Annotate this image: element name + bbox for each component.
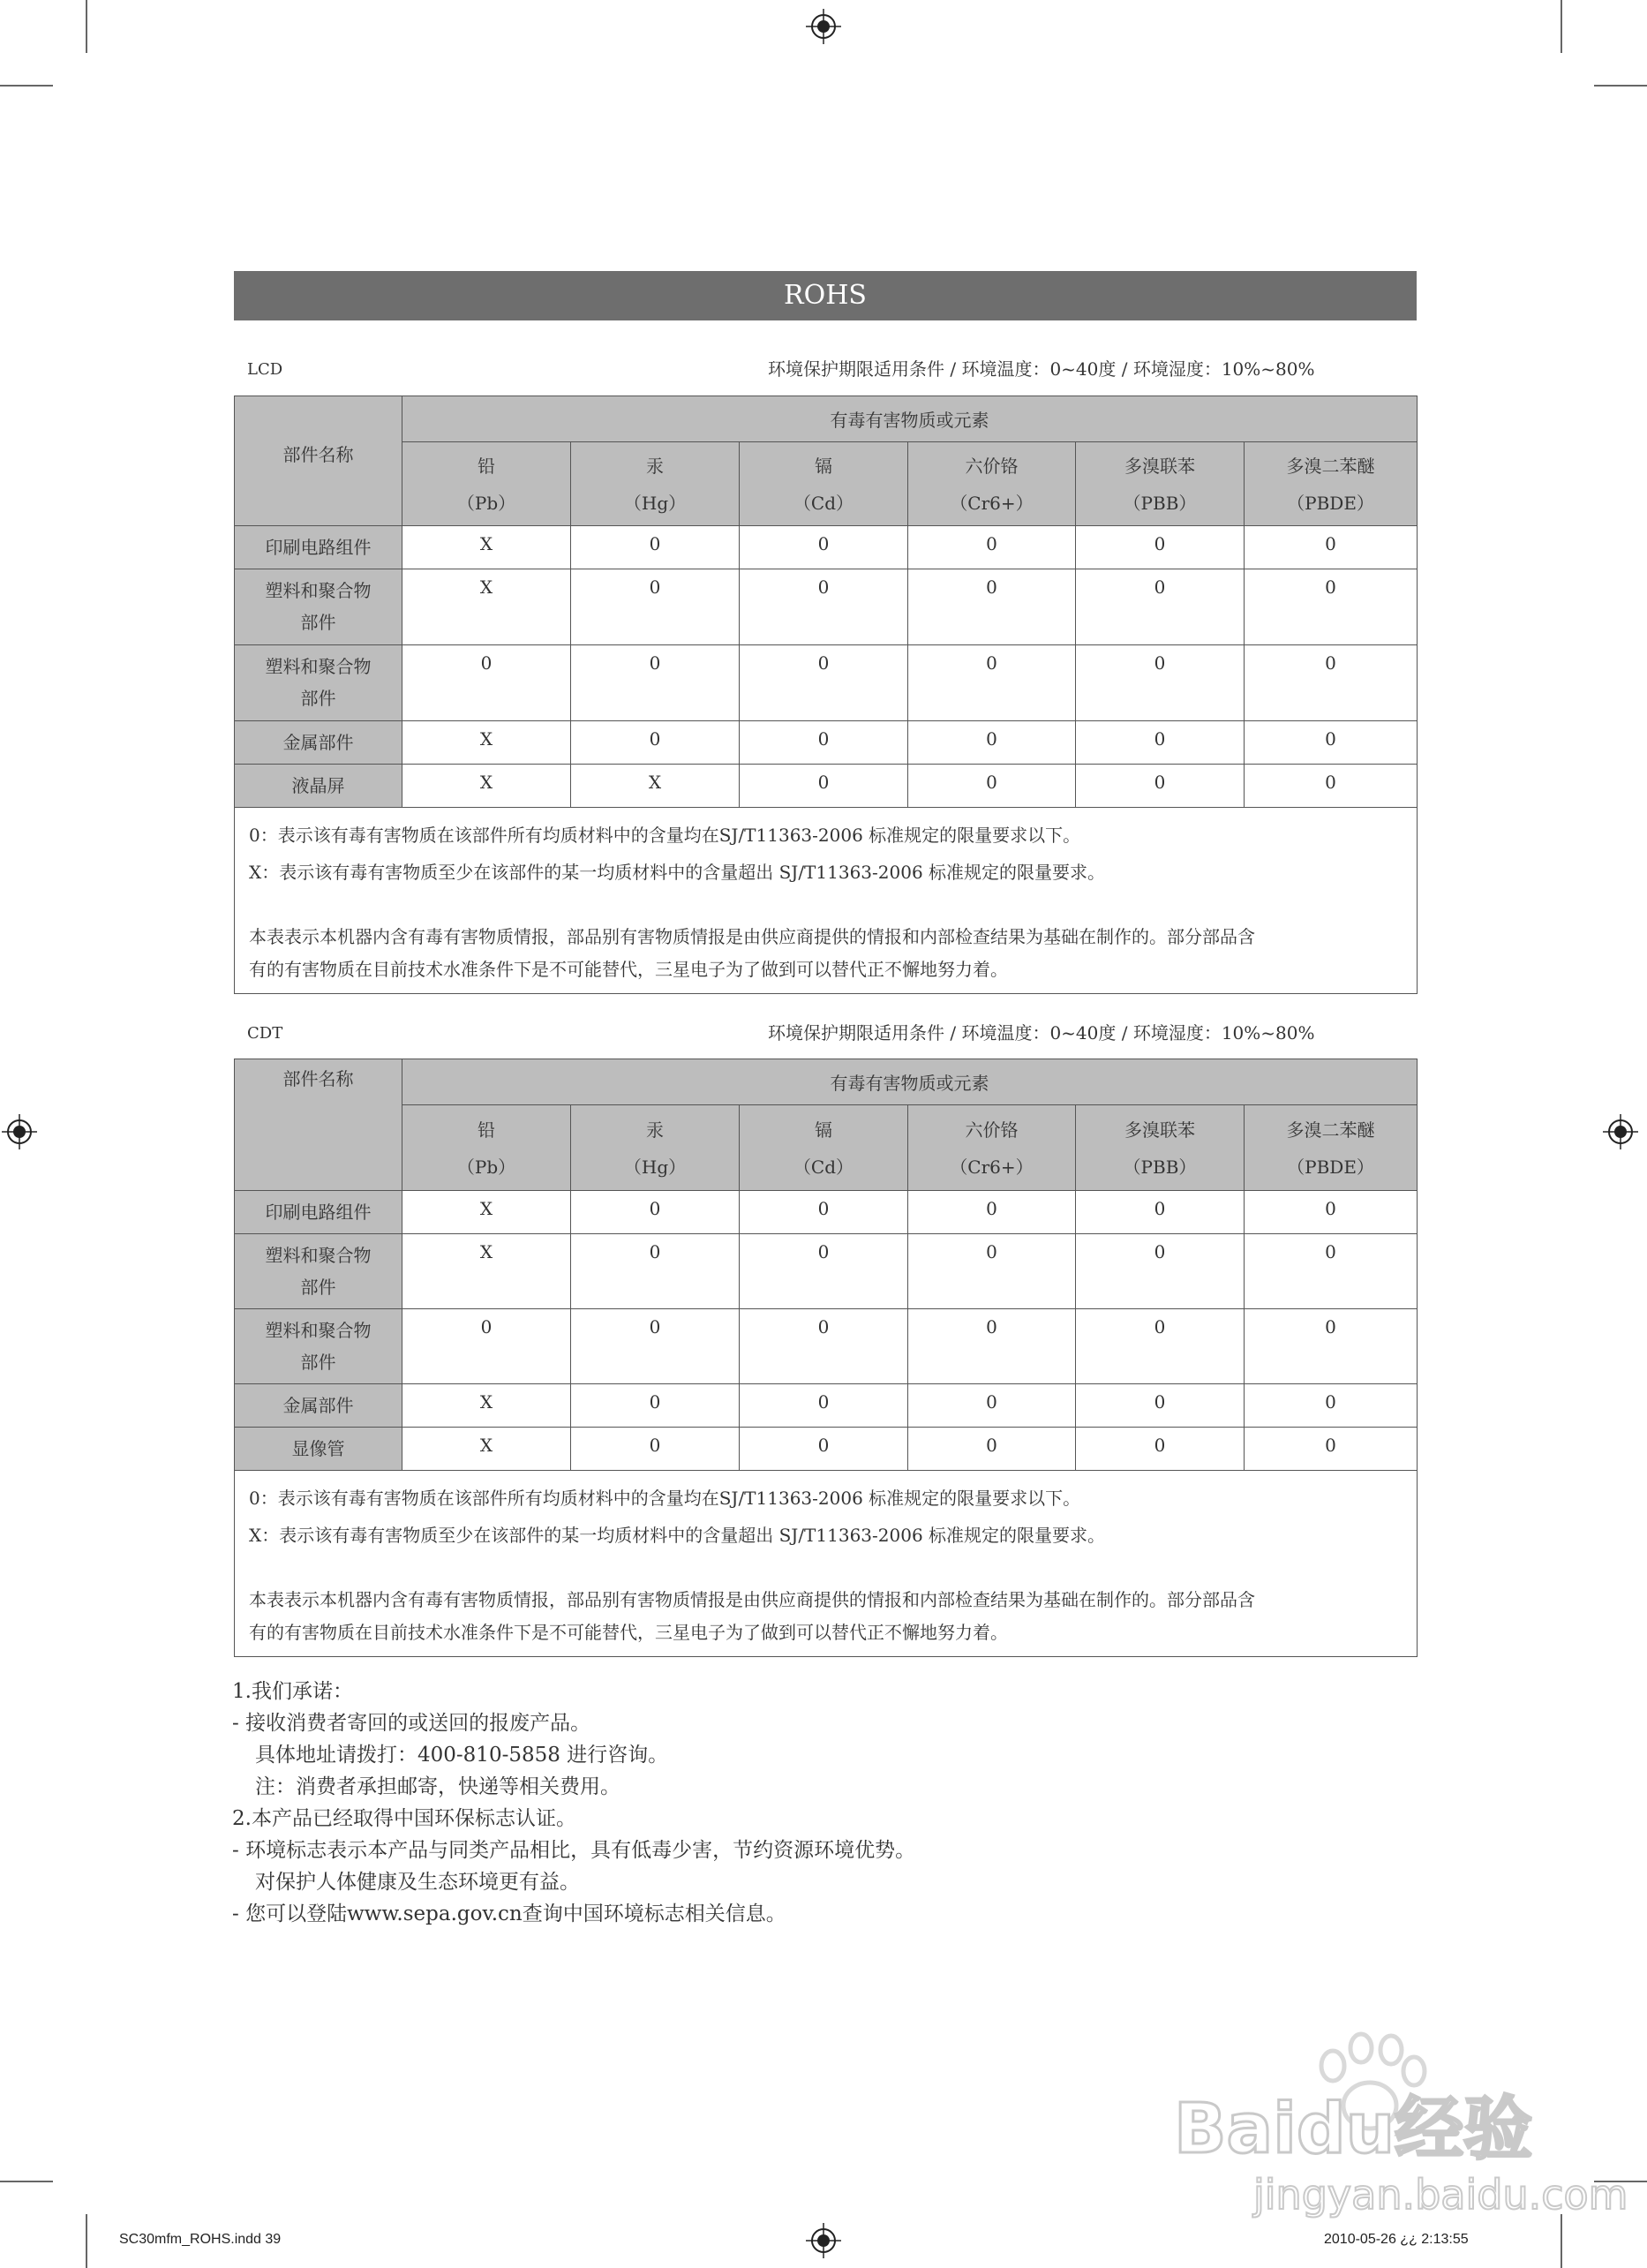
- cell-value: X: [402, 569, 571, 645]
- table-row: [235, 645, 1418, 721]
- row-part-name: 液晶屏: [235, 765, 402, 808]
- table-row: [235, 765, 1418, 808]
- cell-value: 0: [1076, 526, 1245, 569]
- cdt-section-label: CDT: [247, 1024, 283, 1043]
- table-notes: [235, 808, 1418, 994]
- cell-value: X: [402, 1191, 571, 1234]
- row-part-name: 金属部件: [235, 721, 402, 765]
- registration-mark-icon: [2, 1114, 37, 1149]
- row-part-name: 塑料和聚合物 部件: [235, 1234, 402, 1309]
- cell-value: 0: [740, 765, 908, 808]
- commitment-line: - 您可以登陆www.sepa.gov.cn查询中国环境标志相关信息。: [232, 1903, 786, 1925]
- cell-value: 0: [1245, 569, 1418, 645]
- commitment-line: - 接收消费者寄回的或送回的报废产品。: [232, 1712, 591, 1735]
- registration-mark-icon: [1603, 1114, 1638, 1149]
- cell-value: 0: [402, 1309, 571, 1384]
- disclaimer-line: 有的有害物质在目前技术水准条件下是不可能替代，三星电子为了做到可以替代正不懈地努力着。: [249, 1622, 1008, 1643]
- commitment-heading: 1.我们承诺：: [232, 1680, 353, 1703]
- part-name-header: 部件名称: [235, 1059, 402, 1191]
- cell-value: 0: [908, 1384, 1076, 1428]
- cell-value: 0: [1076, 1191, 1245, 1234]
- cell-value: 0: [571, 526, 740, 569]
- cell-value: 0: [1245, 721, 1418, 765]
- table-row: [235, 1309, 1418, 1384]
- lcd-section-label: LCD: [247, 360, 283, 379]
- cell-value: 0: [1076, 1384, 1245, 1428]
- crop-mark: [1561, 0, 1562, 53]
- baidu-jingyan-watermark: [1165, 2004, 1628, 2234]
- cell-value: 0: [571, 721, 740, 765]
- cell-value: 0: [1245, 1234, 1418, 1309]
- cell-value: 0: [571, 569, 740, 645]
- cell-value: 0: [740, 569, 908, 645]
- cell-value: 0: [1245, 765, 1418, 808]
- cell-value: 0: [740, 1234, 908, 1309]
- crop-mark: [0, 85, 53, 87]
- cell-value: X: [402, 526, 571, 569]
- row-part-name: 印刷电路组件: [235, 526, 402, 569]
- element-header: 六价铬 （Cr6+）: [908, 442, 1076, 526]
- row-part-name: 显像管: [235, 1428, 402, 1471]
- cell-value: 0: [908, 765, 1076, 808]
- cell-value: 0: [740, 1309, 908, 1384]
- cdt-hazard-table: [234, 1059, 1418, 1657]
- o-note: 0：表示该有毒有害物质在该部件所有均质材料中的含量均在SJ/T11363-2006 标准规定的限量要求以下。: [249, 825, 1081, 846]
- commitments-block: [232, 1676, 915, 1930]
- table-row: [235, 1384, 1418, 1428]
- row-part-name: 塑料和聚合物 部件: [235, 1309, 402, 1384]
- cell-value: 0: [1245, 1384, 1418, 1428]
- table-row: [235, 1234, 1418, 1309]
- element-header: 多溴二苯醚 （PBDE）: [1245, 442, 1418, 526]
- lcd-conditions: 环境保护期限适用条件 / 环境温度：0~40度 / 环境湿度：10%~80%: [768, 358, 1315, 380]
- cell-value: 0: [571, 1234, 740, 1309]
- cell-value: 0: [1076, 765, 1245, 808]
- cell-value: 0: [908, 569, 1076, 645]
- cell-value: 0: [1076, 1309, 1245, 1384]
- element-header: 铅 （Pb）: [402, 442, 571, 526]
- row-part-name: 塑料和聚合物 部件: [235, 569, 402, 645]
- cell-value: X: [402, 765, 571, 808]
- disclaimer-line: 本表表示本机器内含有毒有害物质情报，部品别有害物质情报是由供应商提供的情报和内部检查结果为基础在制作的。部分部品含: [249, 1589, 1255, 1610]
- cell-value: 0: [908, 1234, 1076, 1309]
- cdt-conditions: 环境保护期限适用条件 / 环境温度：0~40度 / 环境湿度：10%~80%: [768, 1022, 1315, 1044]
- cell-value: 0: [740, 1191, 908, 1234]
- cell-value: 0: [740, 721, 908, 765]
- part-name-header: 部件名称: [235, 396, 402, 526]
- cell-value: 0: [1076, 721, 1245, 765]
- table-notes: [235, 1471, 1418, 1657]
- crop-mark: [0, 2181, 53, 2182]
- table-row: [235, 1428, 1418, 1471]
- cell-value: 0: [908, 526, 1076, 569]
- hazard-group-header: 有毒有害物质或元素: [402, 396, 1418, 442]
- element-header: 六价铬 （Cr6+）: [908, 1105, 1076, 1191]
- cell-value: 0: [571, 1384, 740, 1428]
- registration-mark-icon: [806, 9, 841, 44]
- cell-value: 0: [908, 1428, 1076, 1471]
- cell-value: 0: [1245, 1309, 1418, 1384]
- cell-value: 0: [1076, 569, 1245, 645]
- table-row: [235, 569, 1418, 645]
- cell-value: 0: [571, 645, 740, 721]
- cell-value: 0: [740, 1428, 908, 1471]
- cell-value: 0: [908, 1309, 1076, 1384]
- cell-value: 0: [402, 645, 571, 721]
- commitment-heading: 2.本产品已经取得中国环保标志认证。: [232, 1807, 576, 1830]
- crop-mark: [86, 2214, 87, 2268]
- disclaimer-line: 有的有害物质在目前技术水准条件下是不可能替代，三星电子为了做到可以替代正不懈地努力着。: [249, 959, 1008, 980]
- disclaimer-line: 本表表示本机器内含有毒有害物质情报，部品别有害物质情报是由供应商提供的情报和内部检查结果为基础在制作的。部分部品含: [249, 926, 1255, 947]
- table-row: [235, 526, 1418, 569]
- cell-value: 0: [1245, 645, 1418, 721]
- cell-value: X: [402, 1428, 571, 1471]
- cell-value: 0: [740, 526, 908, 569]
- footer-filename: SC30mfm_ROHS.indd 39: [119, 2232, 282, 2247]
- cell-value: X: [402, 1234, 571, 1309]
- cell-value: 0: [1076, 645, 1245, 721]
- cell-value: 0: [908, 1191, 1076, 1234]
- element-header: 多溴二苯醚 （PBDE）: [1245, 1105, 1418, 1191]
- svg-text:jingyan.baidu.com: jingyan.baidu.com: [1253, 2171, 1628, 2219]
- commitment-line: 注：消费者承担邮寄，快递等相关费用。: [255, 1775, 620, 1798]
- cell-value: 0: [571, 1428, 740, 1471]
- element-header: 镉 （Cd）: [740, 442, 908, 526]
- cell-value: 0: [571, 1309, 740, 1384]
- table-row: [235, 721, 1418, 765]
- commitment-line: - 环境标志表示本产品与同类产品相比，具有低毒少害，节约资源环境优势。: [232, 1839, 916, 1862]
- table-row: [235, 1191, 1418, 1234]
- x-note: X：表示该有毒有害物质至少在该部件的某一均质材料中的含量超出 SJ/T11363-2006 标准规定的限量要求。: [249, 862, 1106, 883]
- rohs-title-bar: ROHS: [234, 271, 1417, 320]
- cell-value: 0: [1076, 1428, 1245, 1471]
- row-part-name: 塑料和聚合物 部件: [235, 645, 402, 721]
- element-header: 汞 （Hg）: [571, 1105, 740, 1191]
- o-note: 0：表示该有毒有害物质在该部件所有均质材料中的含量均在SJ/T11363-2006 标准规定的限量要求以下。: [249, 1488, 1081, 1509]
- commitment-line: 对保护人体健康及生态环境更有益。: [255, 1871, 580, 1894]
- cell-value: 0: [571, 1191, 740, 1234]
- element-header: 镉 （Cd）: [740, 1105, 908, 1191]
- crop-mark: [86, 0, 87, 53]
- lcd-hazard-table: [234, 396, 1418, 994]
- row-part-name: 金属部件: [235, 1384, 402, 1428]
- hazard-group-header: 有毒有害物质或元素: [402, 1059, 1418, 1105]
- cell-value: 0: [740, 1384, 908, 1428]
- cell-value: 0: [908, 721, 1076, 765]
- cell-value: 0: [1245, 526, 1418, 569]
- cell-value: X: [571, 765, 740, 808]
- cell-value: X: [402, 1384, 571, 1428]
- element-header: 铅 （Pb）: [402, 1105, 571, 1191]
- cell-value: 0: [908, 645, 1076, 721]
- svg-text:Baidu经验: Baidu经验: [1174, 2090, 1533, 2169]
- cell-value: 0: [740, 645, 908, 721]
- crop-mark: [1594, 85, 1647, 87]
- cell-value: 0: [1245, 1428, 1418, 1471]
- element-header: 汞 （Hg）: [571, 442, 740, 526]
- x-note: X：表示该有毒有害物质至少在该部件的某一均质材料中的含量超出 SJ/T11363-2006 标准规定的限量要求。: [249, 1525, 1106, 1546]
- footer-timestamp: 2010-05-26 ¿¿ 2:13:55: [1324, 2232, 1469, 2247]
- registration-mark-icon: [806, 2223, 841, 2258]
- commitment-line: 具体地址请拨打：400-810-5858 进行咨询。: [255, 1744, 669, 1767]
- row-part-name: 印刷电路组件: [235, 1191, 402, 1234]
- element-header: 多溴联苯 （PBB）: [1076, 442, 1245, 526]
- element-header: 多溴联苯 （PBB）: [1076, 1105, 1245, 1191]
- cell-value: X: [402, 721, 571, 765]
- cell-value: 0: [1245, 1191, 1418, 1234]
- cell-value: 0: [1076, 1234, 1245, 1309]
